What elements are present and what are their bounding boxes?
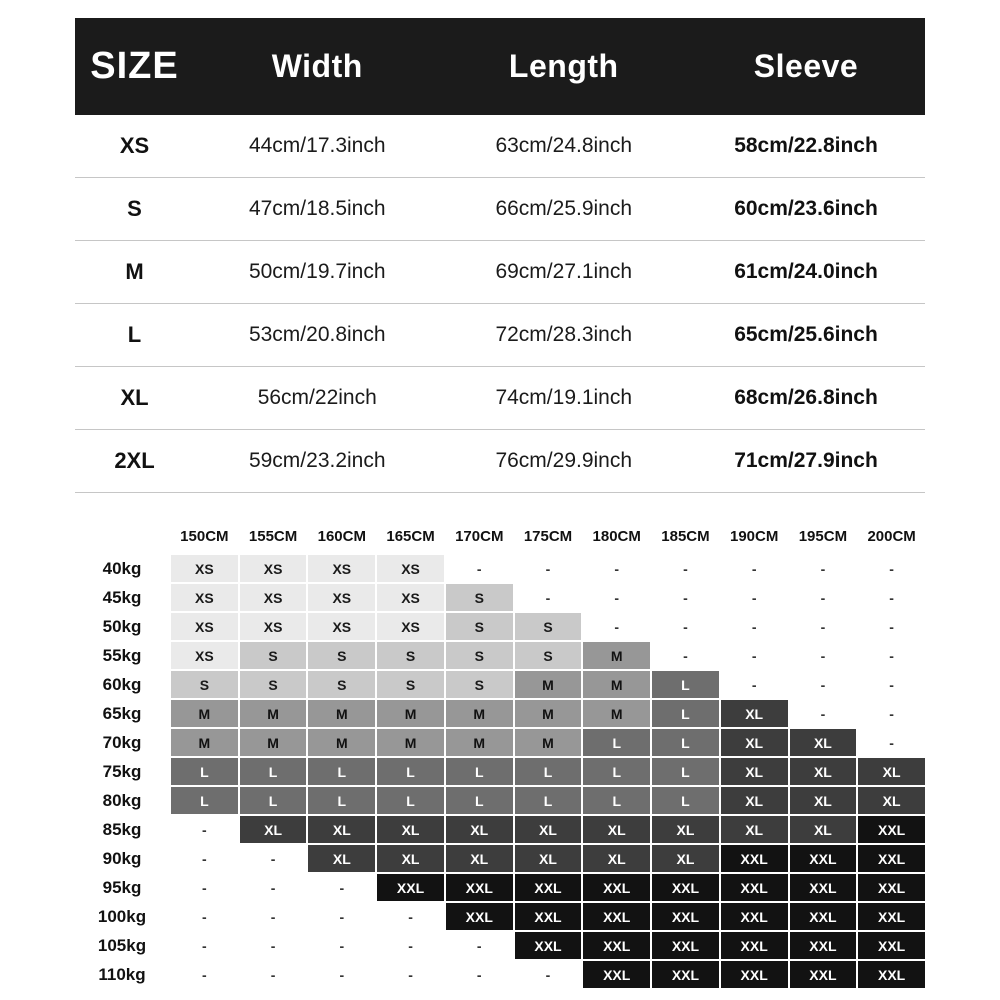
fit-cell-s: S — [446, 613, 513, 640]
weight-label: 55kg — [102, 645, 142, 665]
weight-label: 70kg — [102, 732, 142, 752]
fit-cell-l: L — [240, 787, 307, 814]
fit-cell-xs: XS — [171, 584, 238, 611]
fit-cell-xxl: XXL — [858, 903, 925, 930]
fit-cell-empty: - — [652, 555, 719, 582]
width-value: 47cm/18.5inch — [248, 197, 386, 220]
fit-cell-empty: - — [790, 700, 857, 727]
fit-cell-empty: - — [721, 671, 788, 698]
fit-cell-l: L — [446, 758, 513, 785]
fit-cell-xl: XL — [377, 845, 444, 872]
height-header: 175CM — [523, 527, 573, 545]
fit-cell-empty: - — [240, 845, 307, 872]
fit-cell-xs: XS — [377, 584, 444, 611]
fit-cell-empty: - — [171, 845, 238, 872]
fit-cell-m: M — [377, 729, 444, 756]
width-value: 44cm/17.3inch — [248, 134, 386, 157]
fit-cell-xxl: XXL — [721, 932, 788, 959]
weight-label: 65kg — [102, 703, 142, 723]
fit-cell-xs: XS — [171, 613, 238, 640]
fit-cell-m: M — [515, 729, 582, 756]
fit-cell-xxl: XXL — [858, 845, 925, 872]
fit-cell-xl: XL — [858, 758, 925, 785]
fit-cell-empty: - — [240, 961, 307, 988]
weight-label: 85kg — [102, 819, 142, 839]
fit-cell-empty: - — [171, 961, 238, 988]
height-header: 195CM — [798, 527, 848, 545]
fit-cell-xxl: XXL — [583, 932, 650, 959]
fit-cell-empty: - — [377, 961, 444, 988]
sleeve-value: 61cm/24.0inch — [734, 260, 878, 283]
fit-cell-s: S — [171, 671, 238, 698]
height-header: 160CM — [317, 527, 366, 545]
fit-cell-empty: - — [446, 961, 513, 988]
fit-cell-m: M — [240, 729, 307, 756]
fit-table-corner — [75, 519, 169, 553]
fit-cell-xl: XL — [790, 729, 857, 756]
fit-cell-empty: - — [790, 613, 857, 640]
fit-cell-xl: XL — [721, 729, 788, 756]
fit-cell-empty: - — [308, 903, 375, 930]
sleeve-value: 60cm/23.6inch — [734, 197, 878, 220]
fit-cell-empty: - — [240, 932, 307, 959]
fit-cell-xs: XS — [377, 613, 444, 640]
fit-cell-xxl: XXL — [721, 874, 788, 901]
size-measurements-table — [75, 18, 925, 493]
fit-cell-s: S — [515, 642, 582, 669]
fit-cell-xs: XS — [240, 555, 307, 582]
fit-cell-m: M — [583, 700, 650, 727]
fit-cell-empty: - — [515, 961, 582, 988]
size-table-row — [75, 178, 925, 241]
fit-cell-empty: - — [652, 642, 719, 669]
fit-cell-xxl: XXL — [377, 874, 444, 901]
fit-cell-l: L — [583, 758, 650, 785]
fit-cell-m: M — [171, 729, 238, 756]
fit-cell-xl: XL — [583, 845, 650, 872]
fit-cell-xxl: XXL — [790, 961, 857, 988]
fit-cell-s: S — [377, 671, 444, 698]
length-value: 76cm/29.9inch — [495, 449, 633, 472]
fit-cell-xl: XL — [790, 758, 857, 785]
size-label: XS — [119, 133, 150, 158]
sleeve-value: 58cm/22.8inch — [734, 134, 878, 157]
fit-cell-m: M — [377, 700, 444, 727]
length-value: 74cm/19.1inch — [495, 386, 633, 409]
fit-cell-l: L — [171, 787, 238, 814]
fit-cell-xxl: XXL — [858, 874, 925, 901]
fit-cell-xxl: XXL — [790, 874, 857, 901]
fit-cell-empty: - — [858, 584, 925, 611]
size-table-row — [75, 367, 925, 430]
size-table-row — [75, 241, 925, 304]
fit-cell-xxl: XXL — [721, 961, 788, 988]
fit-cell-l: L — [308, 758, 375, 785]
fit-cell-xs: XS — [377, 555, 444, 582]
fit-cell-l: L — [171, 758, 238, 785]
size-label: S — [127, 196, 142, 221]
fit-cell-xxl: XXL — [583, 961, 650, 988]
fit-cell-xl: XL — [240, 816, 307, 843]
length-value: 72cm/28.3inch — [495, 323, 633, 346]
fit-cell-empty: - — [171, 903, 238, 930]
fit-cell-s: S — [240, 671, 307, 698]
weight-label: 60kg — [102, 674, 142, 694]
height-header: 180CM — [592, 527, 641, 545]
fit-cell-xxl: XXL — [652, 874, 719, 901]
sleeve-value: 71cm/27.9inch — [734, 449, 878, 472]
fit-cell-m: M — [308, 729, 375, 756]
header-length: Length — [508, 48, 619, 84]
header-sleeve: Sleeve — [753, 48, 859, 84]
fit-cell-xxl: XXL — [652, 932, 719, 959]
fit-cell-xxl: XXL — [721, 845, 788, 872]
weight-label: 95kg — [102, 877, 142, 897]
size-table-row — [75, 115, 925, 178]
fit-cell-empty: - — [858, 613, 925, 640]
length-value: 69cm/27.1inch — [495, 260, 633, 283]
fit-cell-empty: - — [652, 613, 719, 640]
fit-cell-xxl: XXL — [652, 961, 719, 988]
fit-cell-s: S — [240, 642, 307, 669]
fit-cell-xxl: XXL — [583, 903, 650, 930]
fit-cell-empty: - — [858, 555, 925, 582]
fit-cell-l: L — [446, 787, 513, 814]
weight-label: 100kg — [97, 906, 147, 926]
fit-cell-m: M — [446, 729, 513, 756]
fit-cell-empty: - — [308, 874, 375, 901]
size-label: M — [125, 259, 144, 284]
fit-cell-empty: - — [308, 961, 375, 988]
weight-label: 110kg — [98, 964, 146, 984]
width-value: 50cm/19.7inch — [248, 260, 386, 283]
fit-cell-l: L — [652, 758, 719, 785]
fit-cell-l: L — [515, 758, 582, 785]
fit-cell-xs: XS — [171, 555, 238, 582]
fit-cell-xxl: XXL — [515, 932, 582, 959]
fit-cell-xl: XL — [790, 787, 857, 814]
weight-label: 45kg — [102, 587, 142, 607]
fit-cell-xl: XL — [308, 816, 375, 843]
fit-cell-l: L — [377, 758, 444, 785]
fit-cell-xs: XS — [308, 584, 375, 611]
fit-cell-empty: - — [308, 932, 375, 959]
size-table-rows — [75, 115, 925, 493]
size-label: 2XL — [114, 448, 155, 473]
fit-cell-xl: XL — [721, 787, 788, 814]
fit-cell-xl: XL — [583, 816, 650, 843]
fit-cell-xxl: XXL — [583, 874, 650, 901]
fit-cell-s: S — [308, 642, 375, 669]
sleeve-value: 68cm/26.8inch — [734, 386, 878, 409]
fit-cell-xl: XL — [515, 845, 582, 872]
fit-cell-empty: - — [583, 613, 650, 640]
height-header: 200CM — [867, 527, 916, 545]
fit-cell-empty: - — [652, 584, 719, 611]
width-value: 56cm/22inch — [257, 386, 377, 409]
fit-cell-s: S — [446, 671, 513, 698]
weight-label: 105kg — [97, 935, 147, 955]
fit-cell-empty: - — [171, 816, 238, 843]
fit-cell-m: M — [515, 700, 582, 727]
weight-label: 80kg — [102, 790, 142, 810]
fit-cell-m: M — [583, 642, 650, 669]
fit-cell-empty: - — [515, 555, 582, 582]
size-label: L — [127, 322, 142, 347]
height-header: 150CM — [180, 527, 229, 545]
fit-cell-m: M — [240, 700, 307, 727]
fit-cell-xxl: XXL — [721, 903, 788, 930]
fit-cell-l: L — [652, 787, 719, 814]
fit-cell-xxl: XXL — [515, 903, 582, 930]
fit-cell-empty: - — [858, 642, 925, 669]
size-table-row — [75, 430, 925, 493]
fit-cell-empty: - — [377, 903, 444, 930]
fit-cell-empty: - — [721, 642, 788, 669]
fit-cell-xl: XL — [790, 816, 857, 843]
fit-cell-xs: XS — [308, 555, 375, 582]
fit-cell-xxl: XXL — [790, 932, 857, 959]
fit-cell-xl: XL — [721, 758, 788, 785]
fit-cell-xxl: XXL — [858, 961, 925, 988]
fit-cell-xl: XL — [308, 845, 375, 872]
fit-cell-l: L — [583, 729, 650, 756]
fit-cell-l: L — [652, 729, 719, 756]
height-header: 155CM — [248, 527, 298, 545]
fit-cell-empty: - — [240, 903, 307, 930]
fit-cell-empty: - — [858, 729, 925, 756]
size-table-header — [75, 18, 925, 115]
weight-label: 50kg — [102, 616, 142, 636]
sleeve-value: 65cm/25.6inch — [734, 323, 878, 346]
fit-cell-empty: - — [721, 613, 788, 640]
height-weight-table — [75, 519, 925, 988]
fit-cell-xxl: XXL — [515, 874, 582, 901]
fit-cell-xl: XL — [721, 700, 788, 727]
width-value: 53cm/20.8inch — [248, 323, 386, 346]
fit-cell-xl: XL — [446, 816, 513, 843]
height-header: 190CM — [729, 527, 779, 545]
size-label: XL — [120, 385, 149, 410]
weight-label: 40kg — [102, 558, 142, 578]
fit-cell-xxl: XXL — [446, 874, 513, 901]
fit-cell-xl: XL — [446, 845, 513, 872]
fit-cell-xl: XL — [652, 816, 719, 843]
fit-cell-empty: - — [858, 671, 925, 698]
width-value: 59cm/23.2inch — [248, 449, 386, 472]
fit-cell-s: S — [446, 642, 513, 669]
fit-cell-m: M — [171, 700, 238, 727]
fit-cell-xxl: XXL — [446, 903, 513, 930]
fit-cell-l: L — [240, 758, 307, 785]
fit-cell-xs: XS — [171, 642, 238, 669]
fit-cell-empty: - — [790, 555, 857, 582]
fit-cell-empty: - — [515, 584, 582, 611]
fit-cell-l: L — [652, 700, 719, 727]
height-header: 185CM — [661, 527, 710, 545]
fit-cell-xxl: XXL — [652, 903, 719, 930]
fit-cell-empty: - — [377, 932, 444, 959]
fit-cell-xl: XL — [377, 816, 444, 843]
fit-cell-xxl: XXL — [790, 845, 857, 872]
fit-cell-s: S — [515, 613, 582, 640]
fit-cell-empty: - — [790, 584, 857, 611]
fit-cell-xs: XS — [240, 613, 307, 640]
fit-cell-empty: - — [721, 555, 788, 582]
fit-cell-xxl: XXL — [858, 816, 925, 843]
length-value: 66cm/25.9inch — [495, 197, 633, 220]
fit-cell-m: M — [583, 671, 650, 698]
weight-label: 75kg — [102, 761, 142, 781]
fit-cell-s: S — [308, 671, 375, 698]
fit-cell-empty: - — [171, 874, 238, 901]
fit-cell-empty: - — [240, 874, 307, 901]
fit-cell-xs: XS — [308, 613, 375, 640]
fit-cell-empty: - — [858, 700, 925, 727]
height-header: 170CM — [455, 527, 504, 545]
fit-cell-empty: - — [721, 584, 788, 611]
fit-cell-empty: - — [171, 932, 238, 959]
fit-cell-xl: XL — [652, 845, 719, 872]
length-value: 63cm/24.8inch — [495, 134, 633, 157]
fit-cell-empty: - — [790, 671, 857, 698]
header-size: SIZE — [90, 45, 179, 87]
fit-cell-m: M — [308, 700, 375, 727]
fit-cell-l: L — [583, 787, 650, 814]
fit-cell-xxl: XXL — [790, 903, 857, 930]
fit-cell-m: M — [446, 700, 513, 727]
weight-label: 90kg — [102, 848, 142, 868]
fit-cell-empty: - — [446, 555, 513, 582]
fit-cell-xs: XS — [240, 584, 307, 611]
fit-cell-empty: - — [583, 584, 650, 611]
fit-cell-l: L — [377, 787, 444, 814]
fit-cell-s: S — [446, 584, 513, 611]
fit-cell-xxl: XXL — [858, 932, 925, 959]
fit-cell-empty: - — [790, 642, 857, 669]
fit-cell-xl: XL — [858, 787, 925, 814]
fit-cell-xl: XL — [721, 816, 788, 843]
fit-cell-l: L — [515, 787, 582, 814]
fit-cell-s: S — [377, 642, 444, 669]
fit-cell-l: L — [652, 671, 719, 698]
fit-cell-empty: - — [583, 555, 650, 582]
fit-cell-xl: XL — [515, 816, 582, 843]
fit-cell-empty: - — [446, 932, 513, 959]
height-header: 165CM — [386, 527, 435, 545]
fit-cell-m: M — [515, 671, 582, 698]
header-width: Width — [271, 48, 363, 84]
fit-cell-l: L — [308, 787, 375, 814]
size-table-row — [75, 304, 925, 367]
